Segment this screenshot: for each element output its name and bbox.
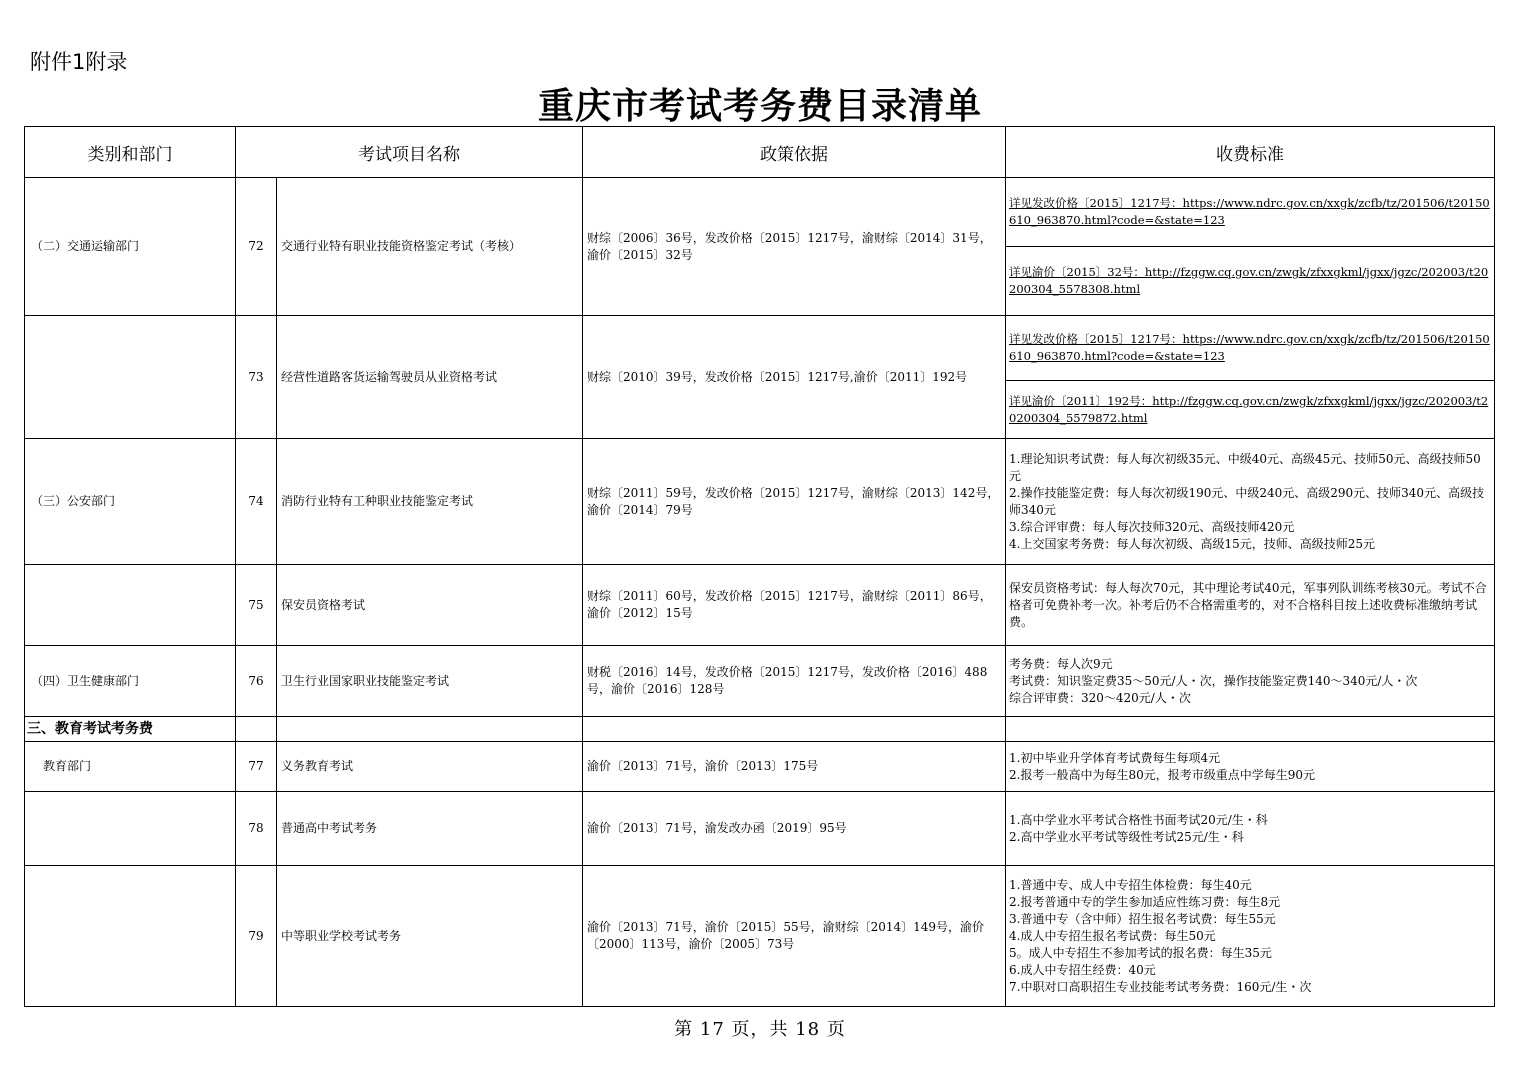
table-row xyxy=(25,316,1495,381)
page-title: 重庆市考试考务费目录清单 xyxy=(537,85,982,127)
fee-line: 7.中职对口高职招生专业技能考试考务费：160元/生・次 xyxy=(1009,979,1312,994)
table-header-row xyxy=(25,127,1495,178)
header-policy: 政策依据 xyxy=(583,127,1006,178)
table-row xyxy=(25,565,1495,646)
fee-standard xyxy=(1006,742,1495,792)
header-fee: 收费标准 xyxy=(1006,127,1495,178)
project-name: 保安员资格考试 xyxy=(277,565,583,646)
project-name: 普通高中考试考务 xyxy=(277,792,583,866)
fee-catalog-table xyxy=(24,126,1495,1007)
dept-cell xyxy=(25,316,236,439)
project-name: 消防行业特有工种职业技能鉴定考试 xyxy=(277,439,583,565)
fee-line: 4.上交国家考务费：每人每次初级、高级15元，技师、高级技师25元 xyxy=(1009,536,1375,551)
fee-line: 6.成人中专招生经费：40元 xyxy=(1009,962,1156,977)
fee-standard xyxy=(1006,792,1495,866)
fee-link[interactable]: 详见发改价格〔2015〕1217号：https://www.ndrc.gov.cn/xxgk/zcfb/tz/201506/t20150610_963870.html?code=&state=123 xyxy=(1006,178,1495,247)
empty-cell xyxy=(236,717,277,742)
fee-link[interactable]: 详见发改价格〔2015〕1217号：https://www.ndrc.gov.cn/xxgk/zcfb/tz/201506/t20150610_963870.html?code=&state=123 xyxy=(1006,316,1495,381)
fee-line: 1.普通中专、成人中专招生体检费：每生40元 xyxy=(1009,877,1252,892)
table-row xyxy=(25,646,1495,717)
fee-line: 考试费：知识鉴定费35～50元/人・次，操作技能鉴定费140～340元/人・次 xyxy=(1009,673,1418,688)
project-name: 义务教育考试 xyxy=(277,742,583,792)
dept-cell xyxy=(25,792,236,866)
fee-line: 2.高中学业水平考试等级性考试25元/生・科 xyxy=(1009,829,1244,844)
fee-line: 3.普通中专（含中师）招生报名考试费：每生55元 xyxy=(1009,911,1276,926)
policy-basis: 渝价〔2013〕71号，渝价〔2015〕55号，渝财综〔2014〕149号，渝价〔2000〕113号，渝价〔2005〕73号 xyxy=(583,866,1006,1007)
fee-line: 3.综合评审费：每人每次技师320元、高级技师420元 xyxy=(1009,519,1295,534)
fee-line: 保安员资格考试：每人每次70元，其中理论考试40元，军事列队训练考核30元。考试不合格者可免费补考一次。补考后仍不合格需重考的，对不合格科目按上述收费标准缴纳考试费。 xyxy=(1009,580,1487,629)
table-row xyxy=(25,178,1495,247)
fee-line: 考务费：每人次9元 xyxy=(1009,656,1113,671)
item-number: 72 xyxy=(236,178,277,316)
dept-cell xyxy=(25,866,236,1007)
dept-cell: （三）公安部门 xyxy=(25,439,236,565)
fee-standard xyxy=(1006,866,1495,1007)
header-project: 考试项目名称 xyxy=(236,127,583,178)
fee-standard xyxy=(1006,439,1495,565)
fee-line: 1.初中毕业升学体育考试费每生每项4元 xyxy=(1009,750,1221,765)
fee-line: 4.成人中专招生报名考试费：每生50元 xyxy=(1009,928,1216,943)
table-row xyxy=(25,792,1495,866)
empty-cell xyxy=(583,717,1006,742)
fee-line: 1.理论知识考试费：每人每次初级35元、中级40元、高级45元、技师50元、高级技师50元 xyxy=(1009,451,1481,483)
dept-cell xyxy=(25,565,236,646)
page-footer: 第 17 页，共 18 页 xyxy=(674,1019,846,1040)
policy-basis: 财综〔2011〕60号，发改价格〔2015〕1217号，渝财综〔2011〕86号，渝价〔2012〕15号 xyxy=(583,565,1006,646)
fee-line: 2.报考普通中专的学生参加适应性练习费：每生8元 xyxy=(1009,894,1281,909)
policy-basis: 渝价〔2013〕71号，渝价〔2013〕175号 xyxy=(583,742,1006,792)
fee-line: 2.报考一般高中为每生80元，报考市级重点中学每生90元 xyxy=(1009,767,1315,782)
policy-basis: 渝价〔2013〕71号，渝发改办函〔2019〕95号 xyxy=(583,792,1006,866)
fee-standard xyxy=(1006,646,1495,717)
item-number: 78 xyxy=(236,792,277,866)
attachment-label: 附件1附录 xyxy=(30,50,128,74)
table-row xyxy=(25,742,1495,792)
item-number: 74 xyxy=(236,439,277,565)
fee-link[interactable]: 详见渝价〔2015〕32号：http://fzggw.cq.gov.cn/zwgk/zfxxgkml/jgxx/jgzc/202003/t20200304_5578308.html xyxy=(1006,247,1495,316)
fee-line: 2.操作技能鉴定费：每人每次初级190元、中级240元、高级290元、技师340元、高级技师340元 xyxy=(1009,485,1485,517)
table-row xyxy=(25,866,1495,1007)
policy-basis: 财综〔2010〕39号，发改价格〔2015〕1217号,渝价〔2011〕192号 xyxy=(583,316,1006,439)
item-number: 79 xyxy=(236,866,277,1007)
section-title: 三、教育考试考务费 xyxy=(25,717,236,742)
project-name: 经营性道路客货运输驾驶员从业资格考试 xyxy=(277,316,583,439)
dept-cell: 教育部门 xyxy=(25,742,236,792)
section-row xyxy=(25,717,1495,742)
policy-basis: 财综〔2011〕59号，发改价格〔2015〕1217号，渝财综〔2013〕142号，渝价〔2014〕79号 xyxy=(583,439,1006,565)
policy-basis: 财税〔2016〕14号，发改价格〔2015〕1217号，发改价格〔2016〕488号，渝价〔2016〕128号 xyxy=(583,646,1006,717)
item-number: 75 xyxy=(236,565,277,646)
item-number: 76 xyxy=(236,646,277,717)
item-number: 73 xyxy=(236,316,277,439)
fee-line: 5。成人中专招生不参加考试的报名费：每生35元 xyxy=(1009,945,1272,960)
project-name: 中等职业学校考试考务 xyxy=(277,866,583,1007)
fee-line: 综合评审费：320～420元/人・次 xyxy=(1009,690,1191,705)
fee-line: 1.高中学业水平考试合格性书面考试20元/生・科 xyxy=(1009,812,1268,827)
table-row xyxy=(25,439,1495,565)
item-number: 77 xyxy=(236,742,277,792)
policy-basis: 财综〔2006〕36号，发改价格〔2015〕1217号，渝财综〔2014〕31号，渝价〔2015〕32号 xyxy=(583,178,1006,316)
header-category: 类别和部门 xyxy=(25,127,236,178)
empty-cell xyxy=(1006,717,1495,742)
empty-cell xyxy=(277,717,583,742)
dept-cell: （二）交通运输部门 xyxy=(25,178,236,316)
fee-standard xyxy=(1006,565,1495,646)
project-name: 卫生行业国家职业技能鉴定考试 xyxy=(277,646,583,717)
fee-link[interactable]: 详见渝价〔2011〕192号：http://fzggw.cq.gov.cn/zwgk/zfxxgkml/jgxx/jgzc/202003/t20200304_5579872.html xyxy=(1006,381,1495,439)
project-name: 交通行业特有职业技能资格鉴定考试（考核） xyxy=(277,178,583,316)
dept-cell: （四）卫生健康部门 xyxy=(25,646,236,717)
